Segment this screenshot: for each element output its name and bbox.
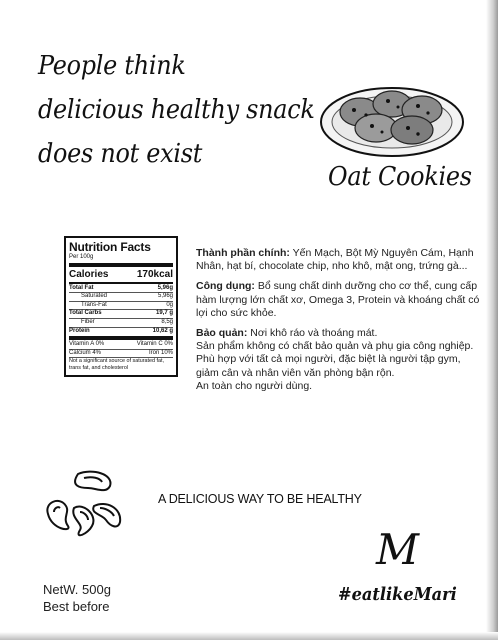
tagline: A DELICIOUS WAY TO BE HEALTHY — [158, 492, 362, 506]
cookie-plate-illustration — [318, 82, 466, 162]
uses — [196, 280, 484, 320]
page-edge-shadow-right — [486, 0, 498, 640]
minerals-row: Calcium 4% Iron 10% — [69, 350, 173, 359]
headline-line-3: does not exist — [38, 139, 203, 169]
headline-line-1: People think — [38, 51, 186, 81]
brand-hashtag: #eatlikeMari — [338, 584, 457, 605]
cashew-nuts-illustration — [40, 466, 136, 548]
storage-label: Bảo quản: — [196, 327, 248, 340]
ingredients-label: Thành phần chính: — [196, 247, 290, 259]
storage-text: Nơi khô ráo và thoáng mát. — [250, 327, 378, 340]
nutrition-title: Nutrition Facts — [69, 240, 151, 254]
brand-logo-letter: M — [376, 525, 420, 574]
headline-line-2: delicious healthy snack — [38, 95, 315, 125]
nutrient-row: Trans-Fat 0g — [69, 302, 173, 311]
headline — [38, 44, 315, 176]
nutrition-facts-panel — [64, 236, 178, 377]
calories-value: 170kcal — [136, 268, 173, 280]
nutrition-footnote: Not a significant source of saturated fat, trans fat, and cholesterol — [69, 358, 164, 371]
uses-label: Công dụng: — [196, 280, 255, 293]
calories-row — [69, 268, 173, 281]
nutrient-row: Saturated 5,96g — [69, 293, 173, 302]
best-before: Best before — [43, 599, 110, 614]
nutrient-row: Protein 10,62 g — [69, 327, 173, 334]
package-footer — [43, 581, 111, 615]
nutrient-row: Fiber 8,5g — [69, 319, 173, 328]
uses-text: Bổ sung chất dinh dưỡng cho cơ thể, cung cấp hàm lượng lớn chất xơ, Omega 3, Protein và khoáng chất có lợi cho sức khỏe. — [196, 280, 480, 319]
vitamins-row: Vitamin A 0% Vitamin C 0% — [69, 341, 173, 350]
calories-label: Calories — [69, 268, 109, 280]
storage — [196, 327, 484, 340]
info-extra-line: Sản phẩm không có chất bảo quản và phụ gia công nghiệp. Phù hợp với tất cả mọi người, đặc biệt là người tập gym, giảm cân và nhân viên văn phòng bận rộn. — [196, 340, 474, 379]
nutrient-row: Total Carbs 19,7 g — [69, 310, 173, 319]
info-extra-line: An toàn cho người dùng. — [196, 379, 313, 392]
page-edge-shadow-bottom — [0, 632, 498, 640]
product-name: Oat Cookies — [328, 162, 472, 192]
net-weight: NetW. 500g — [43, 582, 111, 597]
nutrient-row: Total Fat 5,96g — [69, 285, 173, 294]
serving-size: Per 100g — [69, 254, 94, 260]
ingredients-text: Yến Mạch, Bột Mỳ Nguyên Cám, Hạnh Nhân, hạt bí, chocolate chip, nho khô, mật ong, trứng gà... — [196, 247, 474, 273]
ingredients — [196, 247, 484, 273]
product-info — [196, 247, 484, 393]
